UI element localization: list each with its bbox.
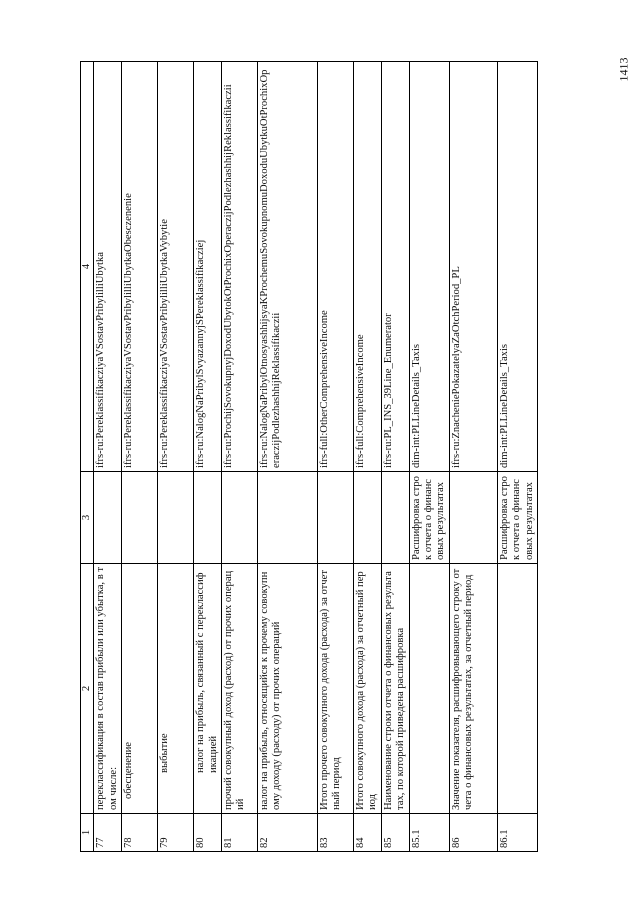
header-row bbox=[81, 62, 94, 852]
table-row bbox=[222, 62, 258, 852]
table-row bbox=[449, 62, 497, 852]
table-row bbox=[497, 62, 537, 852]
row-element-id: ifrs-ru:ProchijSovokupnyjDoxodUbytokOtProchixOperaczijPodlezhashhijReklassifikaczii bbox=[222, 62, 258, 472]
rotated-page bbox=[80, 62, 555, 852]
table-row bbox=[318, 62, 354, 852]
row-element-id: ifrs-full:ComprehensiveIncome bbox=[354, 62, 382, 472]
table-row bbox=[381, 62, 409, 852]
row-name: Значение показателя, расшифровывающего строку отчета о финансовых результатах, за отчетный период bbox=[449, 564, 497, 814]
page-number: 1413 bbox=[616, 57, 631, 82]
header-col-1: 1 bbox=[81, 814, 94, 852]
row-name: Итого совокупного дохода (расхода) за отчетный период bbox=[354, 564, 382, 814]
row-number: 84 bbox=[354, 814, 382, 852]
row-number: 83 bbox=[318, 814, 354, 852]
table-row bbox=[94, 62, 122, 852]
row-number: 85.1 bbox=[409, 814, 449, 852]
row-name bbox=[409, 564, 449, 814]
row-number: 82 bbox=[258, 814, 318, 852]
row-number: 79 bbox=[158, 814, 194, 852]
row-number: 78 bbox=[122, 814, 158, 852]
table-row bbox=[409, 62, 449, 852]
row-element-id: ifrs-ru:PereklassifikacziyaVSostavPribylilliUbytkaVybytie bbox=[158, 62, 194, 472]
row-name: Итого прочего совокупного дохода (расхода) за отчетный период bbox=[318, 564, 354, 814]
row-dimension bbox=[94, 472, 122, 564]
row-dimension bbox=[258, 472, 318, 564]
row-element-id: ifrs-ru:ZnacheniePokazatelyaZaOtchPeriod_PL bbox=[449, 62, 497, 472]
row-dimension: Расшифровка строк отчета о финансовых результатах bbox=[497, 472, 537, 564]
header-col-2: 2 bbox=[81, 564, 94, 814]
row-dimension bbox=[194, 472, 222, 564]
row-number: 86.1 bbox=[497, 814, 537, 852]
row-element-id: dim-int:PLLineDetails_Taxis bbox=[497, 62, 537, 472]
row-dimension bbox=[158, 472, 194, 564]
table-body bbox=[94, 62, 538, 852]
row-number: 85 bbox=[381, 814, 409, 852]
row-name: налог на прибыль, связанный с переклассификацией bbox=[194, 564, 222, 814]
row-dimension bbox=[318, 472, 354, 564]
taxonomy-table bbox=[80, 61, 538, 852]
header-col-4: 4 bbox=[81, 62, 94, 472]
row-name: Наименование строки отчета о финансовых результатах, по которой приведена расшифровка bbox=[381, 564, 409, 814]
row-element-id: ifrs-ru:NalogNaPribylOtnosyashhijsyaKProchemuSovokupnomuDoxoduUbytkuOtProchixOperaczijPodlezhashhijReklassifikaczii bbox=[258, 62, 318, 472]
row-element-id: ifrs-ru:PereklassifikacziyaVSostavPribylilliUbytka bbox=[94, 62, 122, 472]
row-name: обесценение bbox=[122, 564, 158, 814]
row-name: налог на прибыль, относящийся к прочему совокупному доходу (расходу) от прочих операций bbox=[258, 564, 318, 814]
header-col-3: 3 bbox=[81, 472, 94, 564]
row-dimension bbox=[222, 472, 258, 564]
table-row bbox=[158, 62, 194, 852]
row-element-id: ifrs-full:OtherComprehensiveIncome bbox=[318, 62, 354, 472]
row-dimension: Расшифровка строк отчета о финансовых результатах bbox=[409, 472, 449, 564]
row-element-id: ifrs-ru:NalogNaPribylSvyazannyjSPereklassifikacziej bbox=[194, 62, 222, 472]
row-element-id: ifrs-ru:PL_INS_39Line_Enumerator bbox=[381, 62, 409, 472]
row-dimension bbox=[122, 472, 158, 564]
row-number: 81 bbox=[222, 814, 258, 852]
row-dimension bbox=[354, 472, 382, 564]
row-name bbox=[497, 564, 537, 814]
row-number: 80 bbox=[194, 814, 222, 852]
row-dimension bbox=[381, 472, 409, 564]
table-row bbox=[258, 62, 318, 852]
table-row bbox=[354, 62, 382, 852]
row-element-id: dim-int:PLLineDetails_Taxis bbox=[409, 62, 449, 472]
row-number: 86 bbox=[449, 814, 497, 852]
row-name: переклассификация в состав прибыли или убытка, в том числе: bbox=[94, 564, 122, 814]
table-row bbox=[122, 62, 158, 852]
row-dimension bbox=[449, 472, 497, 564]
row-number: 77 bbox=[94, 814, 122, 852]
row-element-id: ifrs-ru:PereklassifikacziyaVSostavPribylilliUbytkaObesczenenie bbox=[122, 62, 158, 472]
row-name: прочий совокупный доход (расход) от прочих операций bbox=[222, 564, 258, 814]
row-name: выбытие bbox=[158, 564, 194, 814]
table-row bbox=[194, 62, 222, 852]
